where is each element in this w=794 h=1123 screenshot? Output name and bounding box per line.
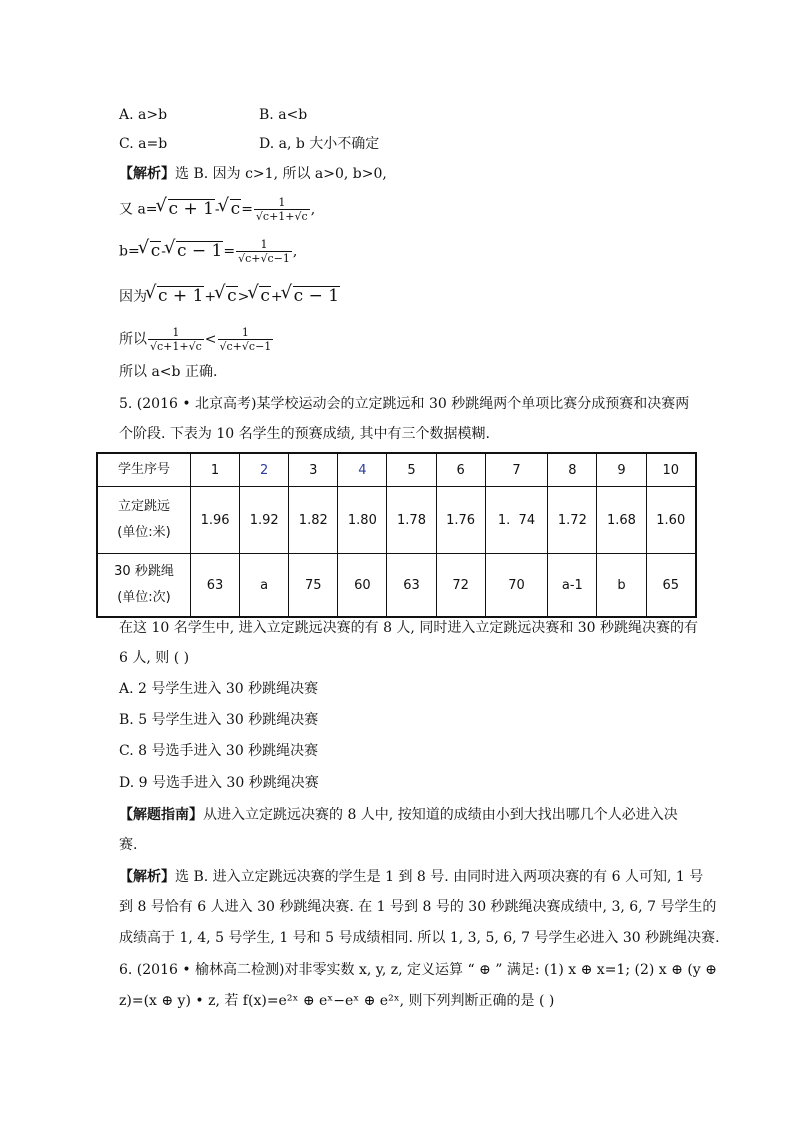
table-cell: a	[240, 554, 289, 618]
analysis-conclusion: 所以 a<b 正确.	[119, 364, 218, 380]
equals-sign: =	[241, 201, 253, 218]
option-a: A. a>b	[119, 107, 168, 123]
analysis-line-3	[119, 238, 297, 265]
table-cell: 63	[191, 554, 240, 618]
table-cell: b	[597, 554, 646, 618]
table-cell: 75	[289, 554, 338, 618]
table-cell: 1.96	[191, 487, 240, 554]
q5-stem-1: 5. (2016 • 北京高考)某学校运动会的立定跳远和 30 秒跳绳两个单项比赛分成预赛和决赛两	[119, 396, 690, 412]
fraction: $\frac{1}{√c+√c-1}$	[238, 238, 290, 265]
table-cell: 65	[646, 554, 696, 618]
plus-sign: +	[270, 289, 283, 305]
minus-sign: -	[214, 201, 220, 218]
table-cell: 1.82	[289, 487, 338, 554]
comma: ,	[310, 201, 316, 218]
q5-option-a: A. 2 号学生进入 30 秒跳绳决赛	[119, 681, 319, 697]
table-cell: 72	[436, 554, 485, 618]
q5-answer-1	[119, 867, 703, 887]
fraction-right: $\frac{1}{√c+√c-1}$	[219, 326, 272, 353]
table-cell: 10	[646, 453, 696, 487]
table-row-rope	[97, 554, 696, 618]
sqrt-c: √ c	[216, 286, 238, 306]
q5-after-1: 在这 10 名学生中, 进入立定跳远决赛的有 8 人, 同时进入立定跳远决赛和 30 秒跳绳决赛的有	[119, 620, 699, 636]
q5-stem-2: 个阶段. 下表为 10 名学生的预赛成绩, 其中有三个数据模糊.	[119, 426, 490, 442]
table-cell: 1.76	[436, 487, 485, 554]
guide-tag: 【解题指南】	[119, 807, 203, 823]
sqrt-c: √ c	[140, 241, 162, 261]
table-cell: 1.78	[387, 487, 436, 554]
q5-option-c: C. 8 号选手进入 30 秒跳绳决赛	[119, 743, 319, 759]
q5-option-d: D. 9 号选手进入 30 秒跳绳决赛	[119, 775, 319, 791]
table-header-label: 学生序号	[97, 453, 191, 487]
text-prefix: 所以	[119, 331, 147, 348]
equals-sign: =	[223, 243, 236, 260]
analysis-line-1	[119, 164, 387, 184]
row-label-jump: 立定跳远 (单位:米)	[97, 487, 191, 554]
table-cell: 1.68	[597, 487, 646, 554]
analysis-text: 选 B. 因为 c>1, 所以 a>0, b>0,	[175, 166, 387, 182]
table-row-header	[97, 453, 696, 487]
sqrt-c-plus-1: √ c + 1	[147, 286, 204, 306]
table-cell: 4	[338, 453, 387, 487]
table-cell: 3	[289, 453, 338, 487]
guide-text: 从进入立定跳远决赛的 8 人中, 按知道的成绩由小到大找出哪几个人必进入决	[203, 807, 678, 823]
q5-answer-2: 到 8 号恰有 6 人进入 30 秒跳绳决赛. 在 1 号到 8 号的 30 秒跳绳决赛成绩中, 3, 6, 7 号学生的	[119, 899, 717, 915]
table-cell: 7	[485, 453, 548, 487]
greater-sign: >	[237, 289, 250, 305]
score-table	[96, 452, 697, 618]
answer-text: 选 B. 进入立定跳远决赛的学生是 1 到 8 号. 由同时进入两项决赛的有 6 人可知, 1 号	[175, 869, 704, 885]
table-cell: 63	[387, 554, 436, 618]
q5-guide-2: 赛.	[119, 837, 138, 853]
sqrt-c: √ c	[249, 286, 271, 306]
fraction-left: $\frac{1}{√c+1+√c}$	[150, 326, 202, 353]
table-cell: 1.92	[240, 487, 289, 554]
table-cell: 8	[548, 453, 597, 487]
text-prefix: b=	[119, 243, 140, 260]
analysis-tag: 【解析】	[119, 166, 175, 182]
sqrt-c-minus-1: √ c − 1	[166, 241, 223, 261]
analysis-line-2	[119, 196, 315, 223]
option-d: D. a, b 大小不确定	[259, 136, 380, 152]
option-b: B. a<b	[259, 107, 308, 123]
minus-sign: -	[161, 243, 166, 260]
table-cell: 1. 74	[485, 487, 548, 554]
sqrt-c-plus-1: √ c + 1	[158, 199, 215, 219]
table-cell: 5	[387, 453, 436, 487]
q5-answer-3: 成绩高于 1, 4, 5 号学生, 1 号和 5 号成绩相同. 所以 1, 3, 5, 6, 7 号学生必进入 30 秒跳绳决赛.	[119, 930, 720, 946]
table-cell: a-1	[548, 554, 597, 618]
row-label-rope: 30 秒跳绳 (单位:次)	[97, 554, 191, 618]
q5-option-b: B. 5 号学生进入 30 秒跳绳决赛	[119, 712, 319, 728]
plus-sign: +	[204, 289, 217, 305]
table-cell: 1	[191, 453, 240, 487]
comma: ,	[292, 243, 298, 260]
table-row-jump	[97, 487, 696, 554]
analysis-line-4	[119, 286, 340, 307]
fraction: $\frac{1}{√c+1+√c}$	[255, 196, 308, 223]
sqrt-c: √ c	[220, 199, 242, 219]
analysis-line-5	[119, 326, 274, 353]
option-c: C. a=b	[119, 136, 168, 152]
q6-stem-1: 6. (2016 • 榆林高二检测)对非零实数 x, y, z, 定义运算 “ ⊕ ” 满足: (1) x ⊕ x=1; (2) x ⊕ (y ⊕	[119, 962, 717, 978]
table-cell: 9	[597, 453, 646, 487]
q6-stem-2: z)=(x ⊕ y) • z, 若 f(x)=e²ˣ ⊕ eˣ−eˣ ⊕ e²ˣ, 则下列判断正确的是 ( )	[119, 993, 555, 1009]
table-cell: 2	[240, 453, 289, 487]
less-sign: <	[204, 331, 217, 348]
table-cell: 1.72	[548, 487, 597, 554]
sqrt-c-minus-1: √ c − 1	[283, 286, 340, 306]
table-cell: 70	[485, 554, 548, 618]
text-prefix: 因为	[119, 289, 147, 305]
q5-guide-1	[119, 805, 678, 825]
q5-after-2: 6 人, 则 ( )	[119, 650, 190, 666]
table-cell: 60	[338, 554, 387, 618]
text-prefix: 又 a=	[119, 201, 158, 218]
answer-tag: 【解析】	[119, 869, 175, 885]
table-cell: 1.80	[338, 487, 387, 554]
table-cell: 1.60	[646, 487, 696, 554]
table-cell: 6	[436, 453, 485, 487]
